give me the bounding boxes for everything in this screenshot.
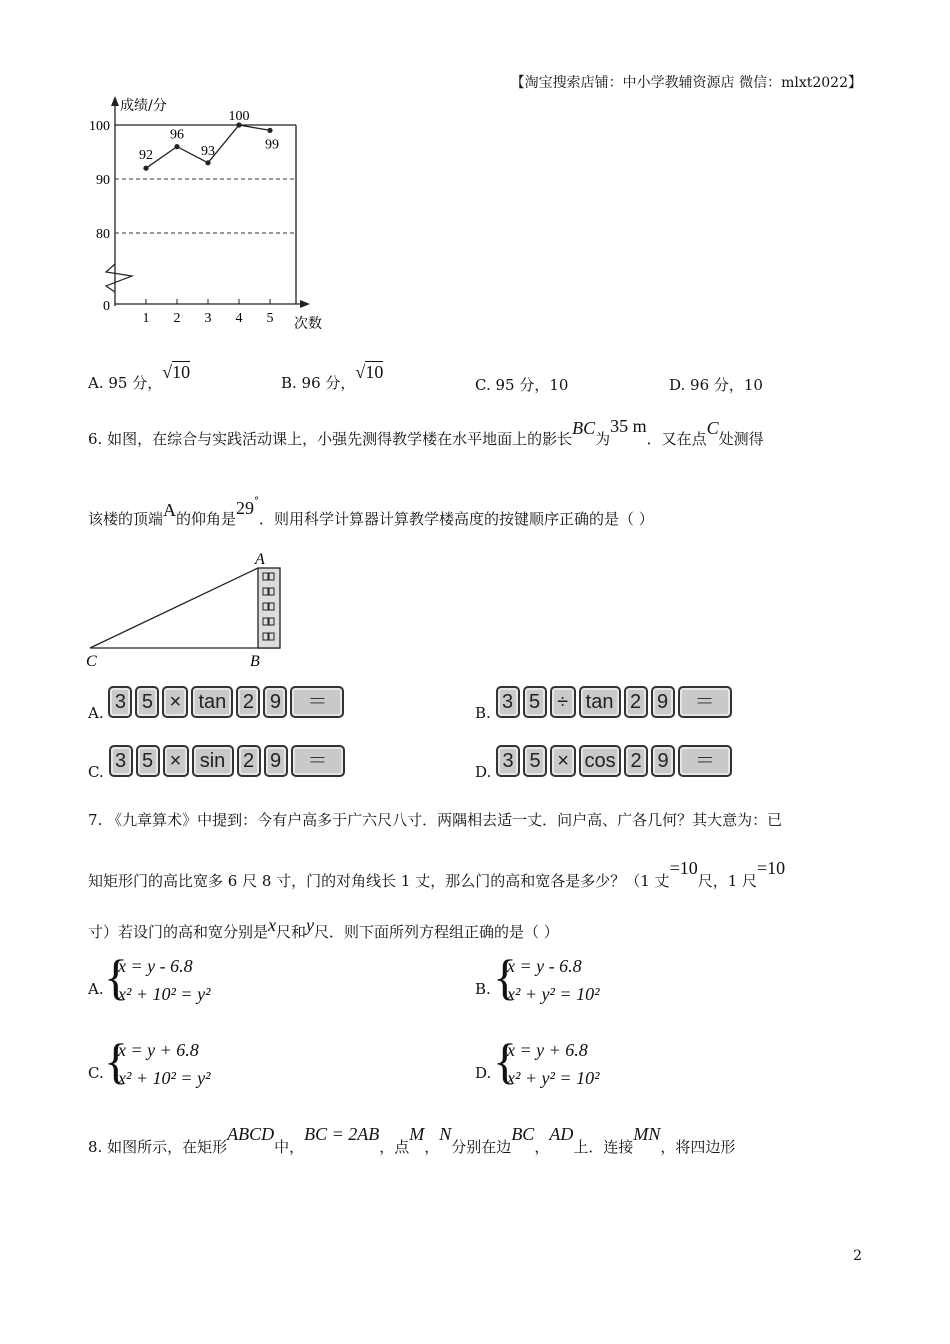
- calculator-key: 3: [496, 686, 520, 718]
- key-sequence: [108, 686, 347, 718]
- q7-option-letter: D.: [475, 1064, 492, 1082]
- q7-option-letter: C.: [88, 1064, 104, 1082]
- q7-line-3: [88, 915, 559, 942]
- equation-system: [507, 1036, 599, 1092]
- q7-option-letter: A.: [88, 980, 104, 998]
- calculator-key: ×: [550, 745, 576, 777]
- q8-line-1: [88, 1124, 736, 1157]
- q6-text: 的仰角是: [176, 510, 237, 528]
- label-a: A: [255, 551, 265, 568]
- calculator-key: 9: [651, 745, 675, 777]
- calculator-key: ＝: [678, 745, 732, 777]
- y-tick-0: 0: [103, 299, 110, 314]
- q8-relation: BC = 2AB: [304, 1124, 380, 1144]
- q8-text: 上．连接: [573, 1138, 634, 1156]
- q6-option-letter: A.: [88, 704, 104, 722]
- q8-n: N: [439, 1124, 452, 1144]
- q6-option-a: [88, 686, 347, 722]
- q6-text: ．又在点: [646, 430, 707, 448]
- label-b: B: [250, 653, 260, 670]
- q8-bc: BC: [511, 1124, 535, 1144]
- calculator-key: 9: [263, 686, 287, 718]
- label-c: C: [86, 653, 97, 670]
- q8-ad: AD: [549, 1124, 574, 1144]
- q6-length: 35 m: [610, 416, 647, 436]
- q5-option-a-radicand: 10: [172, 362, 191, 382]
- q6-line-1: [88, 416, 764, 449]
- q7-text: 寸）若设门的高和宽分别是: [88, 923, 269, 941]
- q6-option-letter: C.: [88, 763, 104, 781]
- q7-option-letter: B.: [475, 980, 491, 998]
- q7-text: 尺，1 尺: [697, 872, 758, 890]
- q7-text: 尺和: [276, 923, 307, 941]
- q5-option-b-radicand: 10: [365, 362, 384, 382]
- q6-building-figure: [80, 548, 300, 673]
- x-tick-label: 1: [142, 311, 150, 326]
- hypotenuse-ca: [90, 568, 258, 648]
- calculator-key: 2: [624, 686, 648, 718]
- q7-eq2: =10: [757, 858, 786, 878]
- y-tick-90: 90: [96, 173, 110, 188]
- q8-mn: MN: [633, 1124, 661, 1144]
- calculator-key: ＝: [291, 745, 345, 777]
- key-sequence: [109, 745, 348, 777]
- q5-option-b-text: B. 96 分，: [281, 374, 356, 392]
- q6-degree: °: [254, 496, 260, 507]
- calculator-key: ×: [162, 686, 188, 718]
- x-tick-label: 2: [173, 311, 181, 326]
- q6-point-c: C: [706, 418, 719, 438]
- q5-option-c: C. 95 分，10: [475, 376, 569, 394]
- q6-text: 为: [595, 430, 611, 448]
- calculator-key: 3: [108, 686, 132, 718]
- calculator-key: sin: [192, 745, 234, 777]
- data-point: [267, 128, 272, 133]
- q6-bc: BC: [572, 418, 596, 438]
- q8-text: ，: [424, 1138, 440, 1156]
- equation-2: x² + y² = 10²: [507, 984, 600, 1004]
- sqrt-sign: √: [162, 362, 173, 382]
- q6-text: ．则用科学计算器计算教学楼高度的按键顺序正确的是（ ）: [259, 510, 654, 528]
- q7-text: 知矩形门的高比宽多 6 尺 8 寸，门的对角线长 1 丈，那么门的高和宽各是多少？（1 丈: [88, 872, 670, 890]
- data-point: [174, 144, 179, 149]
- q7-var-y: y: [306, 915, 315, 935]
- data-point: [205, 160, 210, 165]
- q6-text: 6. 如图，在综合与实践活动课上，小强先测得教学楼在水平地面上的影长: [88, 430, 573, 448]
- calculator-key: 9: [264, 745, 288, 777]
- y-axis-arrow: [111, 96, 119, 106]
- equation-system: [507, 952, 599, 1008]
- q8-text: ，点: [379, 1138, 410, 1156]
- equation-1: x = y + 6.8: [507, 1040, 588, 1060]
- q6-option-c: [88, 745, 348, 781]
- calculator-key: cos: [579, 745, 621, 777]
- left-brace: {: [104, 1033, 128, 1089]
- q6-option-letter: D.: [475, 763, 492, 781]
- q6-point-a: A: [163, 500, 177, 520]
- calculator-key: 5: [523, 686, 547, 718]
- page-number: 2: [853, 1248, 862, 1264]
- calculator-key: tan: [191, 686, 233, 718]
- q8-text: 分别在边: [451, 1138, 512, 1156]
- q7-line-1: 7. 《九章算术》中提到：今有户高多于广六尺八寸．两隅相去适一丈．问户高、广各几何？其大意为：已: [88, 811, 783, 829]
- data-label: 92: [139, 148, 153, 164]
- x-axis-arrow: [300, 300, 310, 308]
- q7-var-x: x: [268, 915, 277, 935]
- equation-system: [118, 1036, 210, 1092]
- calculator-key: 3: [109, 745, 133, 777]
- y-axis-label: 成绩/分: [120, 98, 167, 114]
- calculator-key: tan: [579, 686, 621, 718]
- x-tick-label: 4: [235, 311, 243, 326]
- q8-text: 8. 如图所示，在矩形: [88, 1138, 228, 1156]
- calculator-key: ×: [163, 745, 189, 777]
- y-tick-80: 80: [96, 227, 110, 242]
- equation-1: x = y - 6.8: [118, 956, 193, 976]
- equation-1: x = y - 6.8: [507, 956, 582, 976]
- equation-system: [118, 952, 210, 1008]
- q8-text: ，: [534, 1138, 550, 1156]
- q7-text: 尺．则下面所列方程组正确的是（ ）: [314, 923, 559, 941]
- axis-break: [106, 264, 132, 292]
- q8-text: 中，: [274, 1138, 305, 1156]
- calculator-key: 2: [624, 745, 648, 777]
- header-watermark: 【淘宝搜索店铺：中小学教辅资源店 微信：mlxt2022】: [510, 75, 862, 91]
- calculator-key: 5: [135, 686, 159, 718]
- calculator-key: 2: [237, 745, 261, 777]
- q6-option-d: [475, 745, 735, 781]
- x-tick-label: 5: [266, 311, 274, 326]
- x-tick-label: 3: [204, 311, 212, 326]
- key-sequence: [496, 745, 735, 777]
- calculator-key: ＝: [678, 686, 732, 718]
- data-label: 99: [265, 137, 279, 153]
- q8-text: ，将四边形: [660, 1138, 736, 1156]
- q5-option-a-text: A. 95 分，: [88, 374, 163, 392]
- calculator-key: 5: [523, 745, 547, 777]
- data-label: 96: [170, 127, 184, 143]
- left-brace: {: [493, 1033, 517, 1089]
- y-tick-100: 100: [89, 119, 110, 134]
- data-label: 93: [201, 143, 215, 159]
- q8-abcd: ABCD: [227, 1124, 275, 1144]
- q6-angle: 29: [236, 498, 255, 518]
- data-point: [143, 166, 148, 171]
- q6-option-letter: B.: [475, 704, 491, 722]
- calculator-key: 2: [236, 686, 260, 718]
- equation-2: x² + 10² = y²: [118, 1068, 211, 1088]
- left-brace: {: [104, 949, 128, 1005]
- equation-2: x² + 10² = y²: [118, 984, 211, 1004]
- sqrt-sign: √: [355, 362, 366, 382]
- q6-line-2: [88, 496, 654, 529]
- q6-text: 处测得: [718, 430, 764, 448]
- score-line-chart: [70, 92, 410, 342]
- key-sequence: [496, 686, 735, 718]
- calculator-key: ＝: [290, 686, 344, 718]
- calculator-key: ÷: [550, 686, 576, 718]
- calculator-key: 5: [136, 745, 160, 777]
- q8-m: M: [409, 1124, 425, 1144]
- calculator-key: 3: [496, 745, 520, 777]
- x-axis-label: 次数: [294, 316, 322, 332]
- data-label: 100: [228, 109, 250, 124]
- q5-option-d: D. 96 分，10: [669, 376, 763, 394]
- q7-line-2: [88, 858, 786, 891]
- q6-text: 该楼的顶端: [88, 510, 164, 528]
- q5-option-a: [88, 362, 191, 393]
- q5-option-b: [281, 362, 384, 393]
- equation-2: x² + y² = 10²: [507, 1068, 600, 1088]
- equation-1: x = y + 6.8: [118, 1040, 199, 1060]
- calculator-key: 9: [651, 686, 675, 718]
- q7-eq1: =10: [669, 858, 698, 878]
- left-brace: {: [493, 949, 517, 1005]
- q6-option-b: [475, 686, 735, 722]
